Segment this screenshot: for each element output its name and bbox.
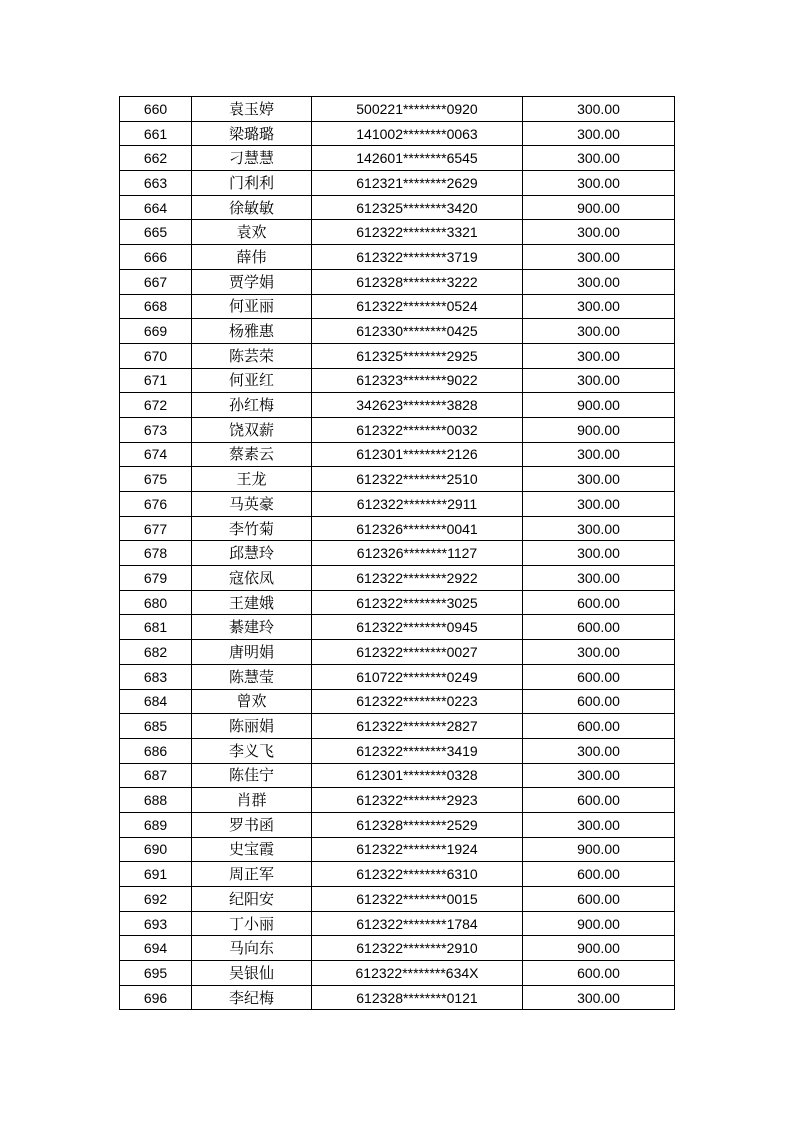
row-number-cell: 695 (120, 961, 192, 986)
row-number-cell: 666 (120, 245, 192, 270)
table-row (120, 442, 675, 467)
table-row (120, 195, 675, 220)
id-number-cell: 612325********2925 (312, 343, 523, 368)
name-cell: 王龙 (192, 467, 312, 492)
table-row (120, 664, 675, 689)
table-row (120, 269, 675, 294)
amount-cell: 300.00 (523, 368, 675, 393)
amount-cell: 300.00 (523, 738, 675, 763)
amount-cell: 300.00 (523, 269, 675, 294)
amount-cell: 300.00 (523, 812, 675, 837)
table-row (120, 714, 675, 739)
id-number-cell: 612322********0015 (312, 887, 523, 912)
table-row (120, 640, 675, 665)
row-number-cell: 669 (120, 319, 192, 344)
amount-cell: 900.00 (523, 837, 675, 862)
amount-cell: 300.00 (523, 171, 675, 196)
table-row (120, 812, 675, 837)
id-number-cell: 612322********3321 (312, 220, 523, 245)
id-number-cell: 612322********2923 (312, 788, 523, 813)
amount-cell: 300.00 (523, 245, 675, 270)
id-number-cell: 342623********3828 (312, 393, 523, 418)
name-cell: 门利利 (192, 171, 312, 196)
amount-cell: 300.00 (523, 294, 675, 319)
table-row (120, 245, 675, 270)
row-number-cell: 679 (120, 566, 192, 591)
id-number-cell: 612301********0328 (312, 763, 523, 788)
row-number-cell: 676 (120, 492, 192, 517)
name-cell: 史宝霞 (192, 837, 312, 862)
id-number-cell: 612322********2827 (312, 714, 523, 739)
row-number-cell: 684 (120, 689, 192, 714)
name-cell: 罗书函 (192, 812, 312, 837)
name-cell: 何亚红 (192, 368, 312, 393)
name-cell: 邱慧玲 (192, 541, 312, 566)
table-row (120, 97, 675, 122)
table-row (120, 417, 675, 442)
table-row (120, 319, 675, 344)
id-number-cell: 612322********0524 (312, 294, 523, 319)
table-row (120, 393, 675, 418)
name-cell: 陈佳宁 (192, 763, 312, 788)
row-number-cell: 667 (120, 269, 192, 294)
amount-cell: 300.00 (523, 97, 675, 122)
row-number-cell: 694 (120, 936, 192, 961)
amount-cell: 900.00 (523, 911, 675, 936)
amount-cell: 900.00 (523, 195, 675, 220)
amount-cell: 300.00 (523, 319, 675, 344)
id-number-cell: 142601********6545 (312, 146, 523, 171)
id-number-cell: 612321********2629 (312, 171, 523, 196)
id-number-cell: 612326********1127 (312, 541, 523, 566)
amount-cell: 600.00 (523, 887, 675, 912)
row-number-cell: 692 (120, 887, 192, 912)
name-cell: 马向东 (192, 936, 312, 961)
table-row (120, 121, 675, 146)
id-number-cell: 612322********2922 (312, 566, 523, 591)
id-number-cell: 612322********6310 (312, 862, 523, 887)
name-cell: 何亚丽 (192, 294, 312, 319)
row-number-cell: 662 (120, 146, 192, 171)
row-number-cell: 661 (120, 121, 192, 146)
name-cell: 纪阳安 (192, 887, 312, 912)
name-cell: 饶双薪 (192, 417, 312, 442)
amount-cell: 300.00 (523, 985, 675, 1010)
table-body (120, 97, 675, 1010)
amount-cell: 300.00 (523, 763, 675, 788)
id-number-cell: 612322********0032 (312, 417, 523, 442)
row-number-cell: 665 (120, 220, 192, 245)
amount-cell: 300.00 (523, 146, 675, 171)
table-row (120, 961, 675, 986)
row-number-cell: 668 (120, 294, 192, 319)
amount-cell: 300.00 (523, 220, 675, 245)
table-row (120, 837, 675, 862)
row-number-cell: 689 (120, 812, 192, 837)
row-number-cell: 660 (120, 97, 192, 122)
id-number-cell: 612328********0121 (312, 985, 523, 1010)
row-number-cell: 675 (120, 467, 192, 492)
amount-cell: 600.00 (523, 862, 675, 887)
id-number-cell: 500221********0920 (312, 97, 523, 122)
id-number-cell: 612322********3419 (312, 738, 523, 763)
table-row (120, 936, 675, 961)
table-row (120, 492, 675, 517)
id-number-cell: 612326********0041 (312, 516, 523, 541)
id-number-cell: 612322********634X (312, 961, 523, 986)
amount-cell: 300.00 (523, 566, 675, 591)
row-number-cell: 688 (120, 788, 192, 813)
id-number-cell: 612328********3222 (312, 269, 523, 294)
amount-cell: 300.00 (523, 492, 675, 517)
table-row (120, 788, 675, 813)
id-number-cell: 612322********3719 (312, 245, 523, 270)
name-cell: 肖群 (192, 788, 312, 813)
name-cell: 蔡素云 (192, 442, 312, 467)
name-cell: 袁欢 (192, 220, 312, 245)
table-row (120, 146, 675, 171)
name-cell: 薛伟 (192, 245, 312, 270)
table-row (120, 294, 675, 319)
id-number-cell: 612330********0425 (312, 319, 523, 344)
table-row (120, 985, 675, 1010)
name-cell: 李纪梅 (192, 985, 312, 1010)
amount-cell: 300.00 (523, 640, 675, 665)
name-cell: 陈丽娟 (192, 714, 312, 739)
row-number-cell: 685 (120, 714, 192, 739)
row-number-cell: 696 (120, 985, 192, 1010)
amount-cell: 600.00 (523, 788, 675, 813)
id-number-cell: 612301********2126 (312, 442, 523, 467)
row-number-cell: 681 (120, 615, 192, 640)
name-cell: 李竹菊 (192, 516, 312, 541)
amount-cell: 900.00 (523, 393, 675, 418)
name-cell: 綦建玲 (192, 615, 312, 640)
row-number-cell: 693 (120, 911, 192, 936)
amount-cell: 600.00 (523, 615, 675, 640)
amount-cell: 600.00 (523, 590, 675, 615)
amount-cell: 300.00 (523, 467, 675, 492)
row-number-cell: 671 (120, 368, 192, 393)
row-number-cell: 663 (120, 171, 192, 196)
amount-cell: 300.00 (523, 343, 675, 368)
id-number-cell: 612322********2911 (312, 492, 523, 517)
row-number-cell: 664 (120, 195, 192, 220)
table-row (120, 615, 675, 640)
name-cell: 曾欢 (192, 689, 312, 714)
id-number-cell: 612322********0027 (312, 640, 523, 665)
name-cell: 唐明娟 (192, 640, 312, 665)
subsidy-recipient-table (119, 96, 675, 1010)
name-cell: 陈慧莹 (192, 664, 312, 689)
id-number-cell: 612322********3025 (312, 590, 523, 615)
amount-cell: 600.00 (523, 714, 675, 739)
name-cell: 刁慧慧 (192, 146, 312, 171)
id-number-cell: 612322********1784 (312, 911, 523, 936)
amount-cell: 600.00 (523, 664, 675, 689)
id-number-cell: 612323********9022 (312, 368, 523, 393)
table-row (120, 738, 675, 763)
table-row (120, 590, 675, 615)
row-number-cell: 683 (120, 664, 192, 689)
row-number-cell: 678 (120, 541, 192, 566)
amount-cell: 300.00 (523, 121, 675, 146)
id-number-cell: 610722********0249 (312, 664, 523, 689)
id-number-cell: 612322********1924 (312, 837, 523, 862)
amount-cell: 900.00 (523, 936, 675, 961)
row-number-cell: 691 (120, 862, 192, 887)
table-row (120, 763, 675, 788)
amount-cell: 300.00 (523, 442, 675, 467)
name-cell: 吴银仙 (192, 961, 312, 986)
table-row (120, 911, 675, 936)
table-row (120, 368, 675, 393)
table-row (120, 566, 675, 591)
amount-cell: 300.00 (523, 516, 675, 541)
name-cell: 王建娥 (192, 590, 312, 615)
name-cell: 孙红梅 (192, 393, 312, 418)
table-row (120, 689, 675, 714)
table-row (120, 862, 675, 887)
row-number-cell: 670 (120, 343, 192, 368)
id-number-cell: 612322********2510 (312, 467, 523, 492)
id-number-cell: 612322********0945 (312, 615, 523, 640)
row-number-cell: 682 (120, 640, 192, 665)
table-row (120, 343, 675, 368)
id-number-cell: 612328********2529 (312, 812, 523, 837)
name-cell: 寇依凤 (192, 566, 312, 591)
name-cell: 袁玉婷 (192, 97, 312, 122)
id-number-cell: 612325********3420 (312, 195, 523, 220)
id-number-cell: 612322********0223 (312, 689, 523, 714)
id-number-cell: 141002********0063 (312, 121, 523, 146)
name-cell: 李义飞 (192, 738, 312, 763)
table-row (120, 541, 675, 566)
row-number-cell: 672 (120, 393, 192, 418)
row-number-cell: 677 (120, 516, 192, 541)
row-number-cell: 673 (120, 417, 192, 442)
name-cell: 梁璐璐 (192, 121, 312, 146)
name-cell: 陈芸荣 (192, 343, 312, 368)
id-number-cell: 612322********2910 (312, 936, 523, 961)
row-number-cell: 690 (120, 837, 192, 862)
name-cell: 贾学娟 (192, 269, 312, 294)
table-row (120, 220, 675, 245)
row-number-cell: 674 (120, 442, 192, 467)
name-cell: 徐敏敏 (192, 195, 312, 220)
amount-cell: 900.00 (523, 417, 675, 442)
table-row (120, 171, 675, 196)
table-row (120, 467, 675, 492)
row-number-cell: 686 (120, 738, 192, 763)
table-row (120, 887, 675, 912)
amount-cell: 600.00 (523, 689, 675, 714)
table-row (120, 516, 675, 541)
name-cell: 马英豪 (192, 492, 312, 517)
name-cell: 杨雅惠 (192, 319, 312, 344)
amount-cell: 300.00 (523, 541, 675, 566)
name-cell: 周正军 (192, 862, 312, 887)
row-number-cell: 687 (120, 763, 192, 788)
row-number-cell: 680 (120, 590, 192, 615)
amount-cell: 600.00 (523, 961, 675, 986)
name-cell: 丁小丽 (192, 911, 312, 936)
